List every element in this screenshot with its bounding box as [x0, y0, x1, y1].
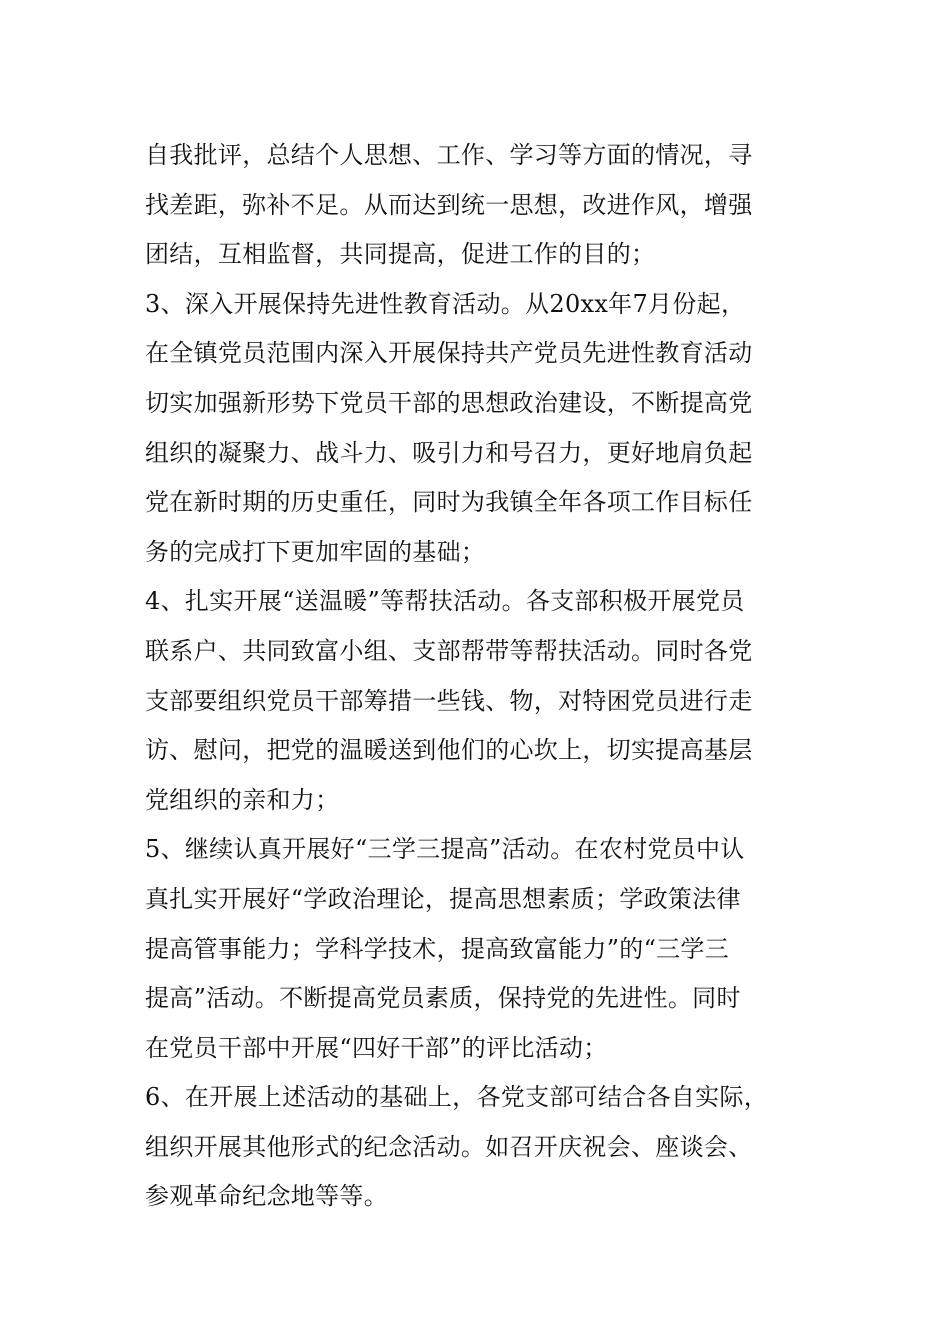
text-line: 在党员干部中开展“四好干部”的评比活动；	[145, 1033, 608, 1062]
text-line: 5、继续认真开展好“三学三提高”活动。在农村党员中认	[145, 835, 745, 864]
text-line: 务的完成打下更加牢固的基础；	[145, 537, 486, 566]
text-line: 4、扎实开展“送温暖”等帮扶活动。各支部积极开展党员	[145, 587, 745, 616]
text-line: 组织的凝聚力、战斗力、吸引力和号召力，更好地肩负起	[145, 438, 753, 467]
text-line: 联系户、共同致富小组、支部帮带等帮扶活动。同时各党	[145, 636, 753, 665]
document-body	[145, 131, 810, 1222]
text-line: 党在新时期的历史重任，同时为我镇全年各项工作目标任	[145, 488, 753, 517]
text-line: 提高”活动。不断提高党员素质，保持党的先进性。同时	[145, 984, 741, 1013]
text-line: 6、在开展上述活动的基础上，各党支部可结合各自实际，	[145, 1083, 769, 1112]
text-line: 真扎实开展好“学政治理论，提高思想素质；学政策法律	[145, 884, 741, 913]
text-line: 参观革命纪念地等等。	[145, 1182, 388, 1211]
text-line: 访、慰问，把党的温暖送到他们的心坎上，切实提高基层	[145, 736, 753, 765]
text-line: 团结，互相监督，共同提高，促进工作的目的；	[145, 240, 656, 269]
text-line: 自我批评，总结个人思想、工作、学习等方面的情况，寻	[145, 141, 753, 169]
text-line: 在全镇党员范围内深入开展保持共产党员先进性教育活动	[145, 339, 753, 368]
text-line: 找差距，弥补不足。从而达到统一思想，改进作风，增强	[145, 190, 753, 219]
text-line: 支部要组织党员干部筹措一些钱、物，对特困党员进行走	[145, 686, 753, 715]
text-line: 党组织的亲和力；	[145, 785, 340, 814]
text-line: 组织开展其他形式的纪念活动。如召开庆祝会、座谈会、	[145, 1132, 753, 1161]
text-line: 切实加强新形势下党员干部的思想政治建设，不断提高党	[145, 388, 753, 417]
text-line: 3、深入开展保持先进性教育活动。从20xx年7月份起，	[145, 289, 746, 318]
text-line: 提高管事能力；学科学技术，提高致富能力”的“三学三	[145, 934, 730, 963]
